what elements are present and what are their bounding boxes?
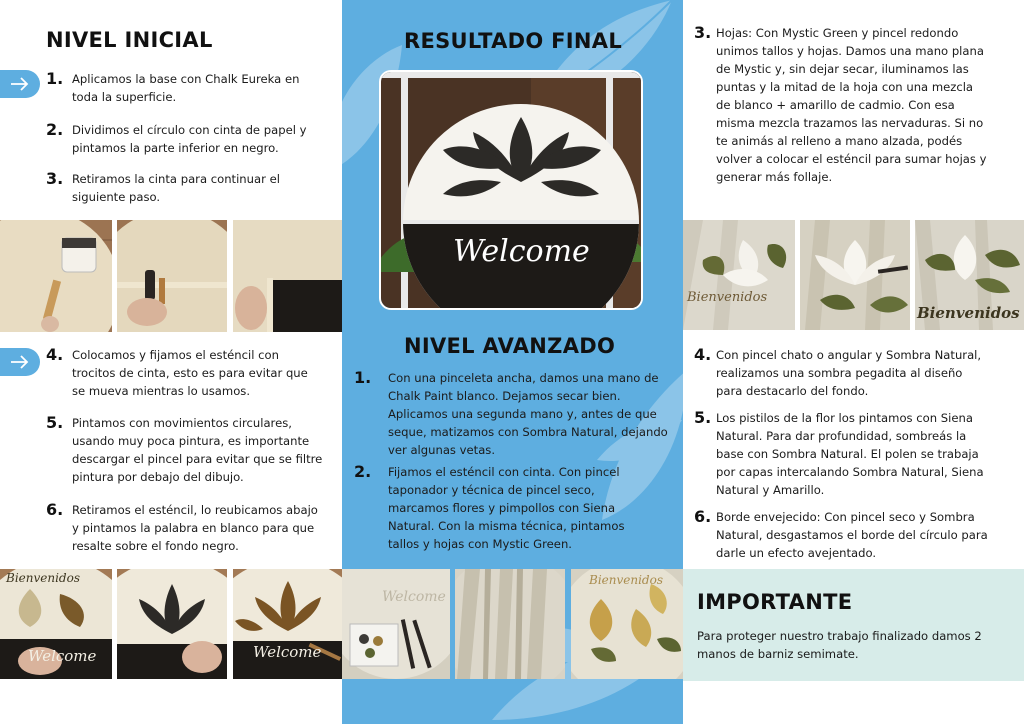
step-text: Los pistilos de la flor los pintamos con Siena Natural. Para dar profundidad, sombreás la base con Sombra Natural. El polen se trabaja por capas intercalando Sombra Natural, Siena Natural y Amarillo. [716,411,984,497]
step-item [354,369,674,459]
photo-word: Welcome [382,589,446,605]
step-item [46,121,331,157]
photo-flower-detail [800,220,910,330]
step-text: Retiramos la cinta para continuar el siguiente paso. [72,172,280,204]
step-text: Retiramos el esténcil, lo reubicamos abajo y pintamos la palabra en blanco para que resalte sobre el fondo negro. [72,503,318,553]
step-item [694,346,994,400]
step-item [46,414,336,486]
photo-tape-division [117,220,227,332]
step-text: Colocamos y fijamos el esténcil con trocitos de cinta, esto es para evitar que se mueva mientras lo usamos. [72,348,308,398]
step-number: 2. [46,120,64,139]
step-item [694,508,994,562]
step-number: 6. [694,507,712,526]
step-item [694,24,994,186]
photo-remove-tape [233,220,342,332]
sign-text: Welcome [453,234,590,269]
photo-word: Welcome [253,643,322,661]
step-item [46,346,336,400]
step-number: 4. [46,345,64,364]
step-text: Con pincel chato o angular y Sombra Natural, realizamos una sombra pegadita al diseño para destacarlo del fondo. [716,348,982,398]
step-text: Con una pinceleta ancha, damos una mano de Chalk Paint blanco. Dejamos secar bien. Aplicamos una segunda mano y, antes de que seque, matizamos con Sombra Natural, dejando ver algunas vetas. [388,371,668,457]
step-item [46,70,326,106]
step-number: 4. [694,345,712,364]
arrow-marker [0,70,40,98]
photo-stencil-painting [117,569,227,679]
photo-stencil-fixed [0,569,112,679]
step-text: Pintamos con movimientos circulares, usando muy poca pintura, es importante descargar el pincel para evitar que se filtre pintura por debajo del dibujo. [72,416,323,484]
step-number: 3. [46,169,64,188]
step-text: Borde envejecido: Con pincel seco y Sombra Natural, desgastamos el borde del círculo para darle un efecto avejentado. [716,510,988,560]
photo-word: Bienvenidos [687,290,768,305]
step-text: Dividimos el círculo con cinta de papel y pintamos la parte inferior en negro. [72,123,307,155]
arrow-marker [0,348,40,376]
step-number: 6. [46,500,64,519]
step-text: Aplicamos la base con Chalk Eureka en toda la superficie. [72,72,300,104]
step-item [354,463,674,553]
step-number: 1. [354,368,372,387]
step-item [46,501,336,555]
photo-leaves-painted [683,220,795,330]
photo-shadow-detail [915,220,1024,330]
photo-materials [342,569,450,679]
step-text: Hojas: Con Mystic Green y pincel redondo unimos tallos y hojas. Damos una mano plana de Mystic y, sin dejar secar, iluminamos las puntas y la mitad de la hoja con una mezcla de blanco + amarillo de cadmio. Con esa misma mezcla trazamos las nervaduras. Si no te animás al relleno a mano alzada, podés volver a colocar el esténcil para sumar hojas y generar más follaje. [716,26,987,184]
step-number: 3. [694,23,712,42]
final-result-photo [379,70,643,310]
step-text: Fijamos el esténcil con cinta. Con pincel taponador y técnica de pincel seco, marcamos flores y pimpollos con Siena Natural. Con la misma técnica, pintamos tallos y hojas con Mystic Green. [388,465,625,551]
step-number: 2. [354,462,372,481]
photo-base-coat [0,220,112,332]
important-title: IMPORTANTE [697,590,853,614]
step-number: 5. [694,408,712,427]
photo-word: Bienvenidos [6,571,80,585]
step-number: 1. [46,69,64,88]
photo-word: Bienvenidos [917,304,1020,322]
photo-stencil-revealed [233,569,342,679]
section-title-result: RESULTADO FINAL [404,29,623,53]
step-item [46,170,326,206]
important-box [683,569,1024,681]
important-text: Para proteger nuestro trabajo finalizado damos 2 manos de barniz semimate. [697,629,982,661]
arrow-right-icon [10,77,30,91]
step-number: 5. [46,413,64,432]
section-title-advanced: NIVEL AVANZADO [404,334,616,358]
arrow-right-icon [10,355,30,369]
photo-base-texture [455,569,565,679]
photo-flowers-color [571,569,683,679]
step-item [694,409,994,499]
photo-word: Welcome [28,647,97,665]
section-title-basic: NIVEL INICIAL [46,28,213,52]
photo-word: Bienvenidos [589,573,663,587]
